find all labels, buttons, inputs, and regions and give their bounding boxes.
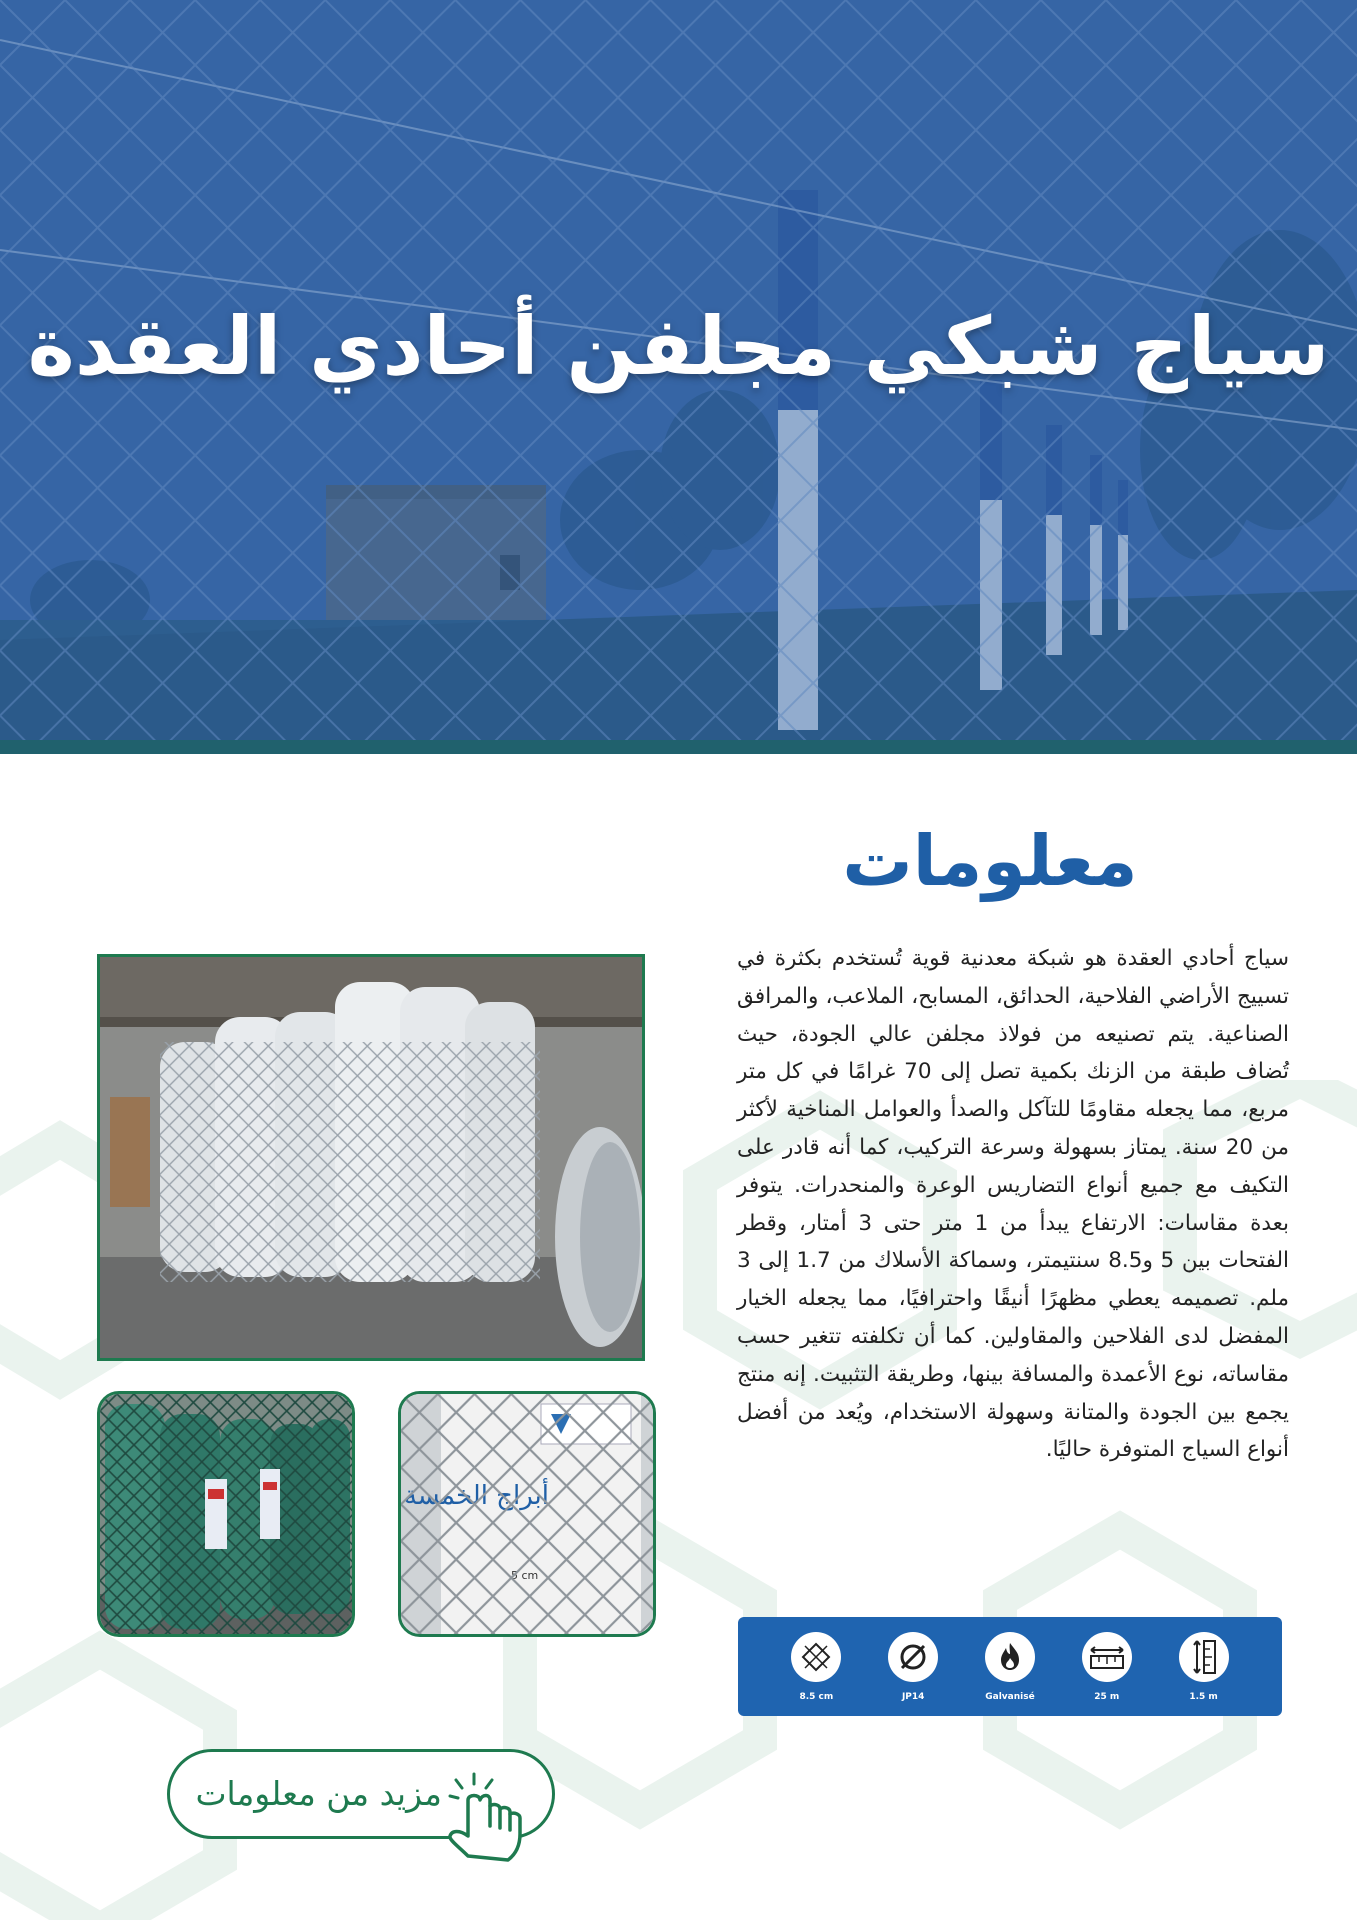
info-description: سياج أحادي العقدة هو شبكة معدنية قوية تُستخدم بكثرة في تسييج الأراضي الفلاحية، الحدائق، المسابح، الملاعب، والمرافق الصناعية. يتم تصنيعه من فولاذ مجلفن عالي الجودة، حيث تُضاف طبقة من الزنك بكمية تصل إلى 70 غرامًا في كل متر مربع، مما يجعله مقاومًا للتآكل والصدأ والعوامل المناخية لأكثر من 20 سنة. يمتاز بسهولة وسرعة التركيب، كما أنه قادر على التكيف مع جميع أنواع التضاريس الوعرة والمنحدرات. يتوفر بعدة مقاسات: الارتفاع يبدأ من 1 متر حتى 3 أمتار، وقطر الفتحات بين 5 و8.5 سنتيمتر، وسماكة الأسلاك من 1.7 إلى 3 ملم. تصميمه يعطي مظهرًا أنيقًا واحترافيًا، مما يجعله الخيار المفضل لدى الفلاحين والمقاولين. كما أن تكلفته تتغير حسب مقاساته، نوع الأعمدة والمسافة بينها، وطريقة التثبيت. إنه منتج يجمع بين الجودة والمتانة وسهولة الاستخدام، ويُعد من أفضل أنواع السياج المتوفرة حاليًا. [737, 946, 1289, 1463]
specs-bar [738, 1617, 1282, 1716]
spec-label: 25 m [1094, 1691, 1120, 1702]
info-heading: معلومات [842, 820, 1138, 902]
warehouse-rolls-photo [97, 954, 645, 1361]
hero-title: سياج شبكي مجلفن أحادي العقدة [27, 300, 1330, 393]
pointing-hand-icon [438, 1770, 548, 1862]
spec-mesh-size [781, 1632, 851, 1702]
spec-roll-length [1072, 1632, 1142, 1702]
hero-banner [0, 0, 1357, 740]
spec-diameter [878, 1632, 948, 1702]
spec-height [1169, 1632, 1239, 1702]
roll-length-icon [1082, 1632, 1132, 1682]
hero-bottom-band [0, 740, 1357, 754]
more-info-label: مزيد من معلومات [195, 1774, 442, 1813]
spec-label: 8.5 cm [799, 1691, 834, 1702]
product-label-photo [398, 1391, 656, 1637]
spec-galvanized [975, 1632, 1045, 1702]
green-rolls-photo [97, 1391, 355, 1637]
more-info-button[interactable] [167, 1749, 555, 1839]
diameter-icon [888, 1632, 938, 1682]
height-icon [1179, 1632, 1229, 1682]
spec-label: Galvanisé [985, 1691, 1035, 1702]
flame-icon [985, 1632, 1035, 1682]
mesh-size-icon [791, 1632, 841, 1682]
spec-label: JP14 [901, 1691, 925, 1702]
spec-label: 1.5 m [1189, 1691, 1218, 1702]
